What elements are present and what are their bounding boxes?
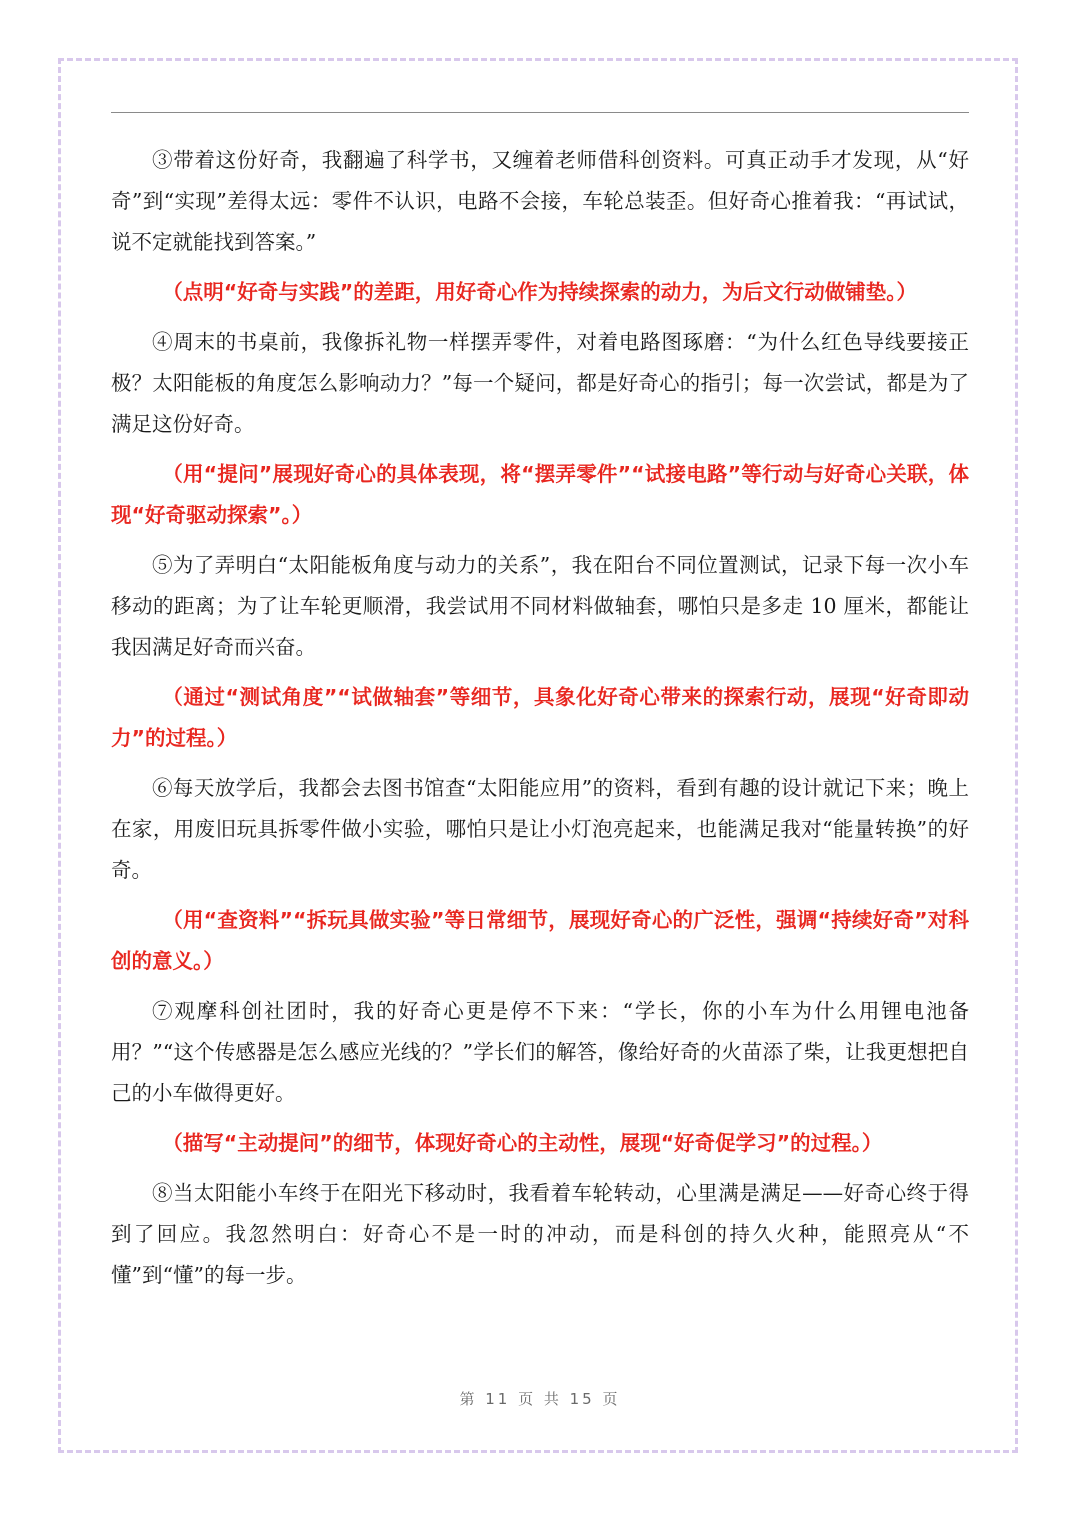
annotation-7: （描写“主动提问”的细节，体现好奇心的主动性，展现“好奇促学习”的过程。） [162, 1131, 883, 1155]
annotation-6: （用“查资料”“拆玩具做实验”等日常细节，展现好奇心的广泛性，强调“持续好奇”对科创的意义。） [111, 908, 969, 973]
paragraph-4: ④周末的书桌前，我像拆礼物一样摆弄零件，对着电路图琢磨：“为什么红色导线要接正极？太阳能板的角度怎么影响动力？”每一个疑问，都是好奇心的指引；每一次尝试，都是为了满足这份好奇。 [111, 330, 969, 436]
annotation-5: （通过“测试角度”“试做轴套”等细节，具象化好奇心带来的探索行动，展现“好奇即动力”的过程。） [111, 685, 969, 750]
paragraph-3: ③带着这份好奇，我翻遍了科学书，又缠着老师借科创资料。可真正动手才发现，从“好奇”到“实现”差得太远：零件不认识，电路不会接，车轮总装歪。但好奇心推着我：“再试试，说不定就能找到答案。” [111, 148, 969, 254]
paragraph-8: ⑧当太阳能小车终于在阳光下移动时，我看着车轮转动，心里满是满足——好奇心终于得到了回应。我忽然明白：好奇心不是一时的冲动，而是科创的持久火种，能照亮从“不懂”到“懂”的每一步。 [111, 1181, 969, 1287]
header-divider [111, 112, 969, 113]
paragraph-5: ⑤为了弄明白“太阳能板角度与动力的关系”，我在阳台不同位置测试，记录下每一次小车移动的距离；为了让车轮更顺滑，我尝试用不同材料做轴套，哪怕只是多走 10 厘米，都能让我因满足好奇而兴奋。 [111, 553, 969, 659]
paragraph-6: ⑥每天放学后，我都会去图书馆查“太阳能应用”的资料，看到有趣的设计就记下来；晚上在家，用废旧玩具拆零件做小实验，哪怕只是让小灯泡亮起来，也能满足我对“能量转换”的好奇。 [111, 776, 969, 882]
annotation-4: （用“提问”展现好奇心的具体表现，将“摆弄零件”“试接电路”等行动与好奇心关联，体现“好奇驱动探索”。） [111, 462, 969, 527]
document-body [111, 140, 969, 1305]
annotation-3: （点明“好奇与实践”的差距，用好奇心作为持续探索的动力，为后文行动做铺垫。） [162, 280, 917, 304]
paragraph-7: ⑦观摩科创社团时，我的好奇心更是停不下来：“学长，你的小车为什么用锂电池备用？”“这个传感器是怎么感应光线的？”学长们的解答，像给好奇的火苗添了柴，让我更想把自己的小车做得更好。 [111, 999, 969, 1105]
page-number: 第 11 页 共 15 页 [459, 1390, 621, 1408]
